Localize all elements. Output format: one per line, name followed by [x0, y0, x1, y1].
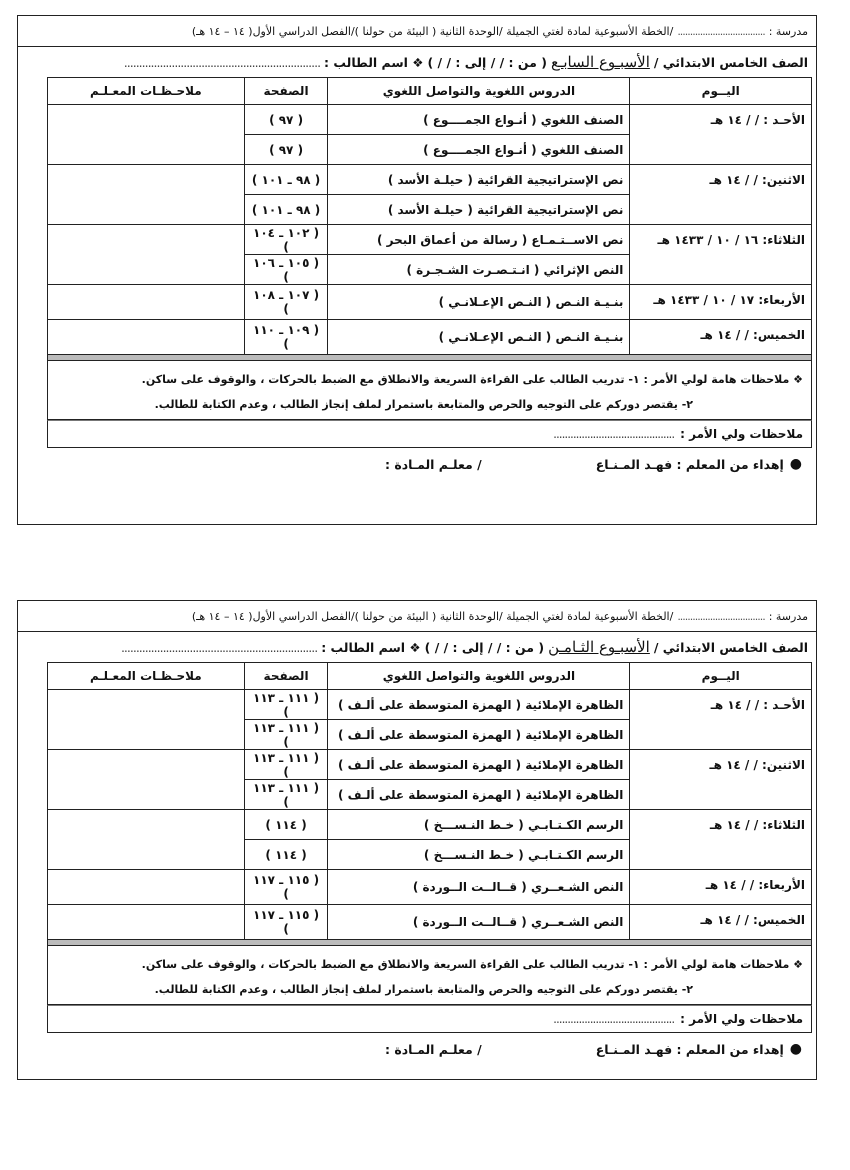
table-row: [48, 905, 812, 940]
lesson-cell: الظاهرة الإملائية ( الهمزة المتوسطة على ألـف ): [328, 720, 630, 750]
notes-cell[interactable]: [48, 905, 245, 940]
bullet-icon: ●: [789, 1041, 802, 1057]
class-info-line: [18, 632, 816, 662]
parent-notes-blank[interactable]: ...........................................: [553, 1012, 675, 1026]
table-row: [48, 750, 812, 780]
school-name-blank: ...................................: [677, 609, 765, 623]
notes-cell[interactable]: [48, 225, 245, 285]
lesson-cell: نص الاســتـمـاع ( رسالة من أعماق البحر ): [328, 225, 630, 255]
header-lessons: الدروس اللغوية والتواصل اللغوي: [328, 78, 630, 105]
important-note-1: ❖ ملاحظات هامة لولي الأمر : ١- تدريب الطالب على القراءة السريعة والانطلاق مع الضبط بالحركات ، والوقوف على ساكن.: [141, 373, 803, 386]
notes-cell[interactable]: [48, 870, 245, 905]
student-name-label: ❖ اسم الطالب :: [324, 54, 424, 70]
table-row: [48, 105, 812, 135]
page-cell: ( ١١١ ـ ١١٣ ): [244, 750, 328, 780]
school-label: مدرسة :: [768, 24, 808, 38]
table-row: [48, 285, 812, 320]
page-cell: ( ١١١ ـ ١١٣ ): [244, 690, 328, 720]
day-cell: الاثنين: / / ١٤ هـ: [630, 750, 812, 810]
day-cell: الثلاثاء: ١٦ / ١٠ / ١٤٣٣ هـ: [630, 225, 812, 285]
lesson-cell: نص الإستراتيجية القرائية ( حيلـة الأسد ): [328, 195, 630, 225]
page-cell: ( ١٠٩ ـ ١١٠ ): [244, 320, 328, 355]
page-cell: ( ١١٥ ـ ١١٧ ): [244, 870, 328, 905]
plan-footer: [18, 448, 816, 480]
lesson-cell: الظاهرة الإملائية ( الهمزة المتوسطة على ألـف ): [328, 780, 630, 810]
notes-cell[interactable]: [48, 690, 245, 750]
header-page: الصفحة: [244, 78, 328, 105]
page-cell: ( ٩٨ ـ ١٠١ ): [244, 195, 328, 225]
gift-line: إهداء من المعلم : فهـد المـنـاع: [595, 1041, 784, 1057]
weekly-plan-week-7: [17, 15, 817, 525]
date-range: ( من : / / إلى : / / ): [424, 639, 545, 655]
class-info-line: [18, 47, 816, 77]
important-notes: [47, 946, 812, 1005]
parent-notes: [47, 420, 812, 448]
lesson-cell: الظاهرة الإملائية ( الهمزة المتوسطة على ألـف ): [328, 690, 630, 720]
day-cell: الثلاثاء: / / ١٤ هـ: [630, 810, 812, 870]
page-cell: ( ١٠٥ ـ ١٠٦ ): [244, 255, 328, 285]
lesson-cell: النص الإثرائي ( انـتـصـرت الشـجـرة ): [328, 255, 630, 285]
page-cell: ( ٩٧ ): [244, 105, 328, 135]
school-label: مدرسة :: [768, 609, 808, 623]
lesson-cell: بنـيـة النـص ( النـص الإعـلانـي ): [328, 285, 630, 320]
important-note-1: ❖ ملاحظات هامة لولي الأمر : ١- تدريب الطالب على القراءة السريعة والانطلاق مع الضبط بالحركات ، والوقوف على ساكن.: [141, 958, 803, 971]
day-cell: الأحـد : / / ١٤ هـ: [630, 690, 812, 750]
header-lessons: الدروس اللغوية والتواصل اللغوي: [328, 663, 630, 690]
day-cell: الخميس: / / ١٤ هـ: [630, 320, 812, 355]
week-label: الأسبـوع السابـع: [550, 53, 650, 71]
bullet-icon: ●: [789, 456, 802, 472]
class-label: الصف الخامس الابتدائي /: [653, 54, 808, 70]
plan-footer: [18, 1033, 816, 1065]
page-cell: ( ١١١ ـ ١١٣ ): [244, 780, 328, 810]
page-cell: ( ١١١ ـ ١١٣ ): [244, 720, 328, 750]
parent-notes-label: ملاحظات ولي الأمر :: [680, 427, 803, 441]
lessons-table: [47, 77, 812, 361]
lesson-cell: الصنف اللغوي ( أنـواع الجمــــوع ): [328, 105, 630, 135]
notes-cell[interactable]: [48, 165, 245, 225]
notes-cell[interactable]: [48, 285, 245, 320]
lesson-cell: النص الشـعــري ( قــالــت الــوردة ): [328, 905, 630, 940]
school-name-blank: ...................................: [677, 24, 765, 38]
teacher-line: / معلـم المـادة :: [384, 456, 482, 472]
page-cell: ( ٩٧ ): [244, 135, 328, 165]
student-name-blank: ..................................................................: [123, 54, 321, 70]
parent-notes-label: ملاحظات ولي الأمر :: [680, 1012, 803, 1026]
plan-header: [18, 16, 816, 47]
table-row: [48, 810, 812, 840]
important-note-2: ٢- يقتصر دوركم على التوجيه والحرص والمتابعة باستمرار لملف إنجاز الطالب ، وعدم الكتابة للطالب.: [154, 398, 693, 411]
teacher-line: / معلـم المـادة :: [384, 1041, 482, 1057]
page-cell: ( ١٠٧ ـ ١٠٨ ): [244, 285, 328, 320]
lesson-cell: الرسم الكـتـابـي ( خـط النـســـخ ): [328, 840, 630, 870]
class-label: الصف الخامس الابتدائي /: [653, 639, 808, 655]
day-cell: الأربعاء: ١٧ / ١٠ / ١٤٣٣ هـ: [630, 285, 812, 320]
lesson-cell: بنـيـة النـص ( النـص الإعـلانـي ): [328, 320, 630, 355]
header-page: الصفحة: [244, 663, 328, 690]
lesson-cell: الرسم الكـتـابـي ( خـط النـســـخ ): [328, 810, 630, 840]
table-row: [48, 225, 812, 255]
week-label: الأسبـوع الثـامـن: [548, 638, 650, 656]
notes-cell[interactable]: [48, 320, 245, 355]
date-range: ( من : / / إلى : / / ): [427, 54, 547, 70]
page-cell: ( ١١٤ ): [244, 810, 328, 840]
important-notes: [47, 361, 812, 420]
plan-title: /الخطة الأسبوعية لمادة لغتي الجميلة /الوحدة الثانية ( البيئة من حولنا )/الفصل الدراسي الأول( ١٤ – ١٤ هـ): [191, 24, 674, 38]
table-row: [48, 690, 812, 720]
table-row: [48, 165, 812, 195]
weekly-plan-week-8: [17, 600, 817, 1080]
parent-notes-blank[interactable]: ...........................................: [553, 427, 675, 441]
page-cell: ( ٩٨ ـ ١٠١ ): [244, 165, 328, 195]
header-day: اليــوم: [630, 78, 812, 105]
table-row: [48, 320, 812, 355]
separator-bar: [48, 355, 812, 361]
plan-title: /الخطة الأسبوعية لمادة لغتي الجميلة /الوحدة الثانية ( البيئة من حولنا )/الفصل الدراسي الأول( ١٤ – ١٤ هـ): [191, 609, 674, 623]
student-name-blank: ..................................................................: [120, 639, 318, 655]
notes-cell[interactable]: [48, 750, 245, 810]
page-cell: ( ١١٤ ): [244, 840, 328, 870]
lesson-cell: النص الشـعــري ( قــالــت الــوردة ): [328, 870, 630, 905]
day-cell: الخميس: / / ١٤ هـ: [630, 905, 812, 940]
important-note-2: ٢- يقتصر دوركم على التوجيه والحرص والمتابعة باستمرار لملف إنجاز الطالب ، وعدم الكتابة للطالب.: [154, 983, 693, 996]
plan-header: [18, 601, 816, 632]
notes-cell[interactable]: [48, 105, 245, 165]
page-cell: ( ١١٥ ـ ١١٧ ): [244, 905, 328, 940]
separator-bar: [48, 940, 812, 946]
header-notes: ملاحـظـات المعـلـم: [48, 78, 245, 105]
student-name-label: ❖ اسم الطالب :: [321, 639, 421, 655]
lessons-table: [47, 662, 812, 946]
day-cell: الاثنين: / / ١٤ هـ: [630, 165, 812, 225]
gift-line: إهداء من المعلم : فهـد المـنـاع: [595, 456, 784, 472]
lesson-cell: الصنف اللغوي ( أنـواع الجمــــوع ): [328, 135, 630, 165]
lesson-cell: نص الإستراتيجية القرائية ( حيلـة الأسد ): [328, 165, 630, 195]
table-row: [48, 870, 812, 905]
parent-notes: [47, 1005, 812, 1033]
header-day: اليــوم: [630, 663, 812, 690]
day-cell: الأحـد : / / ١٤ هـ: [630, 105, 812, 165]
lesson-cell: الظاهرة الإملائية ( الهمزة المتوسطة على ألـف ): [328, 750, 630, 780]
notes-cell[interactable]: [48, 810, 245, 870]
day-cell: الأربعاء: / / ١٤ هـ: [630, 870, 812, 905]
header-notes: ملاحـظـات المعـلـم: [48, 663, 245, 690]
page-cell: ( ١٠٢ ـ ١٠٤ ): [244, 225, 328, 255]
